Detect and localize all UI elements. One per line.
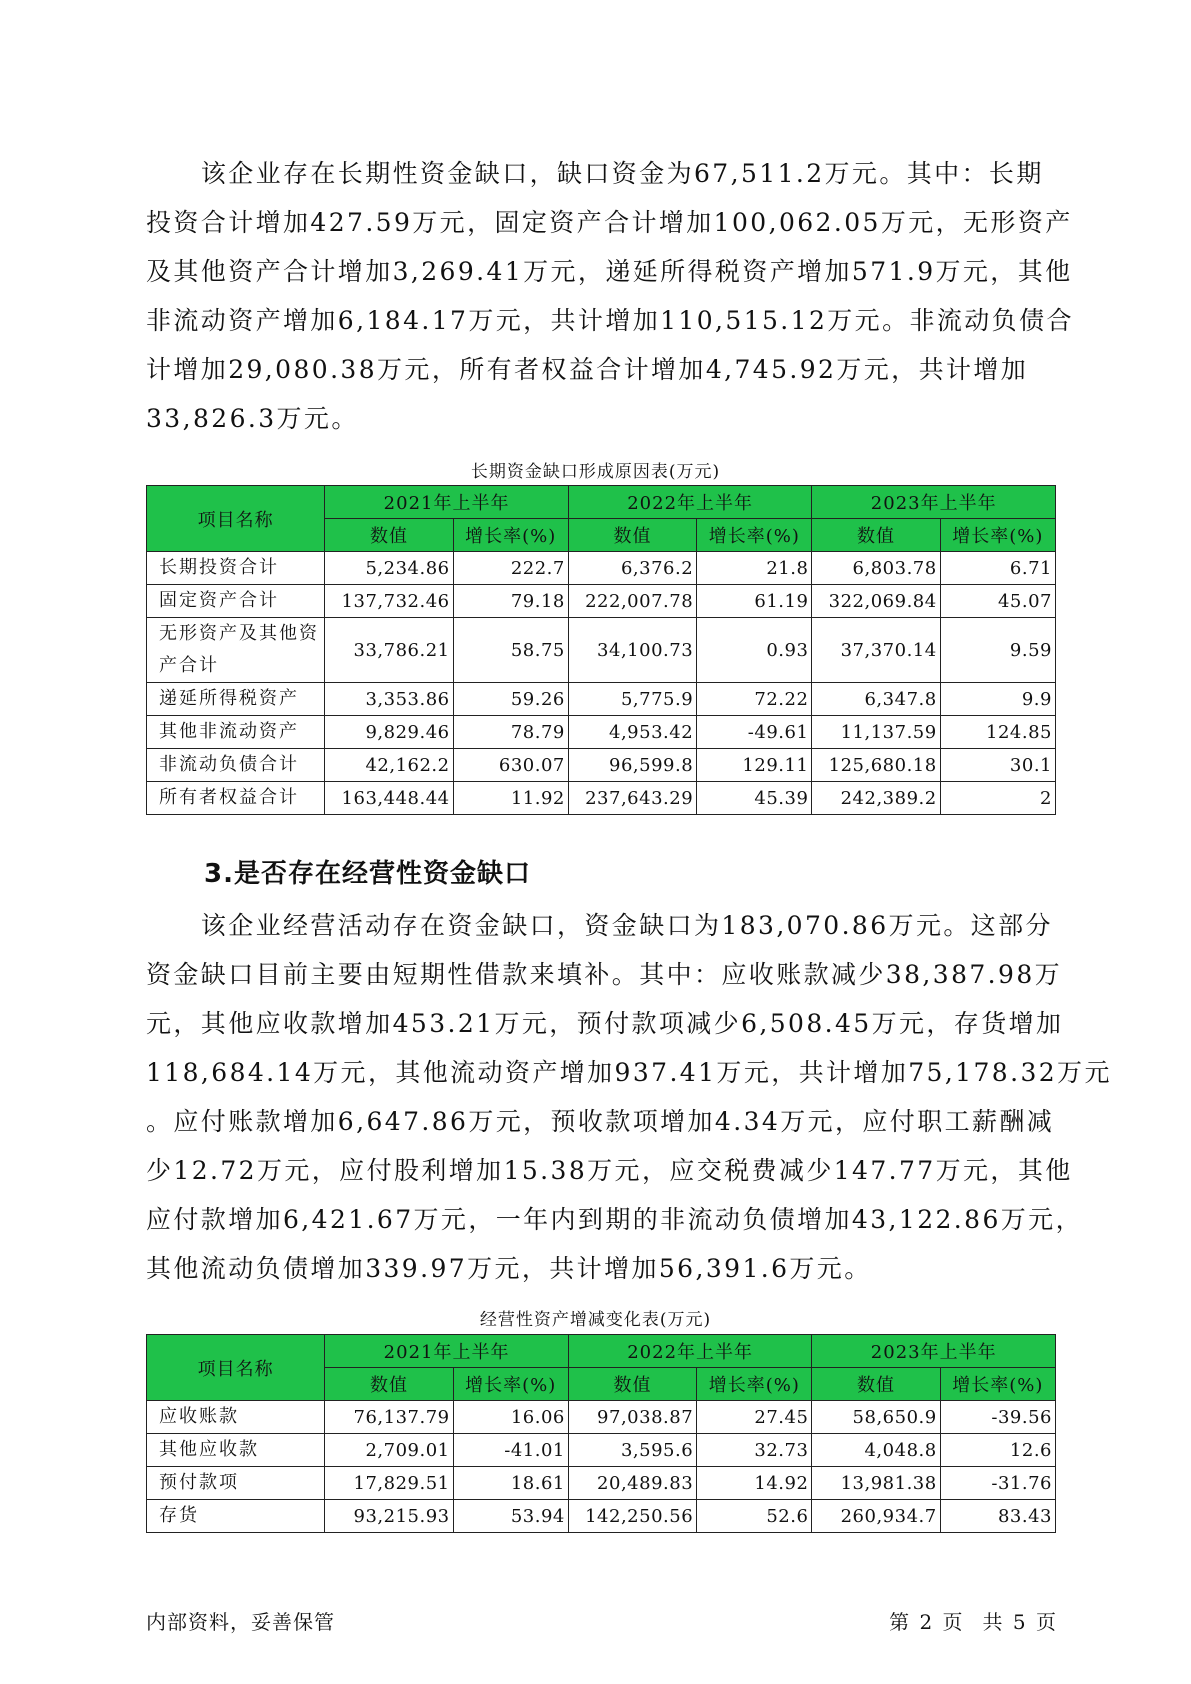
table-row <box>147 618 1056 683</box>
column-header-year: 2021年上半年 <box>325 486 569 519</box>
table-cell: 0.93 <box>697 618 812 683</box>
paragraph-line: 元，其他应收款增加453.21万元，预付款项减少6,508.45万元，存货增加 <box>146 1009 1064 1038</box>
table-cell: -31.76 <box>940 1467 1055 1500</box>
row-label: 应收账款 <box>147 1401 325 1434</box>
table-cell: 78.79 <box>453 716 568 749</box>
row-label: 预付款项 <box>147 1467 325 1500</box>
table-cell: 242,389.2 <box>812 782 940 815</box>
paragraph-line: 应付款增加6,421.67万元，一年内到期的非流动负债增加43,122.86万元， <box>146 1205 1083 1234</box>
operating-assets-table <box>146 1334 1056 1533</box>
table-cell: 6,347.8 <box>812 683 940 716</box>
table-cell: 33,786.21 <box>325 618 453 683</box>
table-cell: 9.59 <box>940 618 1055 683</box>
footer-page-number: 第 2 页 共 5 页 <box>889 1610 1056 1634</box>
paragraph-line: 非流动资产增加6,184.17万元，共计增加110,515.12万元。非流动负债合 <box>146 306 1074 335</box>
row-label: 递延所得税资产 <box>147 683 325 716</box>
table-cell: 9.9 <box>940 683 1055 716</box>
table-cell: 52.6 <box>697 1500 812 1533</box>
column-header-growth: 增长率(%) <box>940 1368 1055 1401</box>
table-cell: 32.73 <box>697 1434 812 1467</box>
column-header-year: 2022年上半年 <box>568 486 812 519</box>
row-label-line: 产合计 <box>159 655 219 676</box>
table-cell: 12.6 <box>940 1434 1055 1467</box>
table-cell: 83.43 <box>940 1500 1055 1533</box>
table-cell: 59.26 <box>453 683 568 716</box>
table-cell: 45.07 <box>940 585 1055 618</box>
row-label: 长期投资合计 <box>147 552 325 585</box>
table-cell: 72.22 <box>697 683 812 716</box>
row-label: 其他非流动资产 <box>147 716 325 749</box>
table-row <box>147 1500 1056 1533</box>
table-cell: 2 <box>940 782 1055 815</box>
table-cell: 260,934.7 <box>812 1500 940 1533</box>
table-row <box>147 749 1056 782</box>
table-cell: 34,100.73 <box>568 618 696 683</box>
long-term-gap-table <box>146 485 1056 815</box>
paragraph-line: 该企业存在长期性资金缺口，缺口资金为67,511.2万元。其中：长期 <box>146 159 1044 188</box>
row-label <box>147 618 325 683</box>
table-cell: 93,215.93 <box>325 1500 453 1533</box>
row-label: 其他应收款 <box>147 1434 325 1467</box>
table-cell: 3,353.86 <box>325 683 453 716</box>
table-row <box>147 1401 1056 1434</box>
column-header-growth: 增长率(%) <box>697 1368 812 1401</box>
table-cell: 4,048.8 <box>812 1434 940 1467</box>
column-header-value: 数值 <box>568 519 696 552</box>
table-cell: -39.56 <box>940 1401 1055 1434</box>
row-label: 非流动负债合计 <box>147 749 325 782</box>
table-cell: 9,829.46 <box>325 716 453 749</box>
table-cell: 142,250.56 <box>568 1500 696 1533</box>
table-cell: 125,680.18 <box>812 749 940 782</box>
row-label: 固定资产合计 <box>147 585 325 618</box>
table-cell: 58.75 <box>453 618 568 683</box>
table-row <box>147 683 1056 716</box>
table-cell: 129.11 <box>697 749 812 782</box>
paragraph-operating-gap <box>146 901 1112 1293</box>
table-cell: 27.45 <box>697 1401 812 1434</box>
row-label: 所有者权益合计 <box>147 782 325 815</box>
table-cell: 137,732.46 <box>325 585 453 618</box>
paragraph-long-term-gap <box>146 149 1074 443</box>
table-cell: 237,643.29 <box>568 782 696 815</box>
column-header-item-name: 项目名称 <box>147 486 325 552</box>
table-cell: 14.92 <box>697 1467 812 1500</box>
row-label: 存货 <box>147 1500 325 1533</box>
table-cell: 13,981.38 <box>812 1467 940 1500</box>
column-header-value: 数值 <box>325 519 453 552</box>
column-header-value: 数值 <box>325 1368 453 1401</box>
paragraph-line: 及其他资产合计增加3,269.41万元，递延所得税资产增加571.9万元，其他 <box>146 257 1073 286</box>
table-cell: -41.01 <box>453 1434 568 1467</box>
table-cell: 21.8 <box>697 552 812 585</box>
paragraph-line: 。应付账款增加6,647.86万元，预收款项增加4.34万元，应付职工薪酬减 <box>146 1107 1055 1136</box>
paragraph-line: 33,826.3万元。 <box>146 404 359 433</box>
table-cell: 630.07 <box>453 749 568 782</box>
column-header-year: 2023年上半年 <box>812 486 1056 519</box>
paragraph-line: 118,684.14万元，其他流动资产增加937.41万元，共计增加75,178.32万元 <box>146 1058 1112 1087</box>
column-header-year: 2021年上半年 <box>325 1335 569 1368</box>
paragraph-line: 计增加29,080.38万元，所有者权益合计增加4,745.92万元，共计增加 <box>146 355 1029 384</box>
section-heading: 3.是否存在经营性资金缺口 <box>204 859 531 889</box>
table-cell: 79.18 <box>453 585 568 618</box>
table-cell: 97,038.87 <box>568 1401 696 1434</box>
column-header-growth: 增长率(%) <box>453 1368 568 1401</box>
table-cell: 18.61 <box>453 1467 568 1500</box>
table-cell: 96,599.8 <box>568 749 696 782</box>
table-cell: 20,489.83 <box>568 1467 696 1500</box>
table-cell: 222.7 <box>453 552 568 585</box>
table-cell: 4,953.42 <box>568 716 696 749</box>
column-header-year: 2023年上半年 <box>812 1335 1056 1368</box>
column-header-value: 数值 <box>812 519 940 552</box>
table-cell: 322,069.84 <box>812 585 940 618</box>
footer-confidential-note: 内部资料，妥善保管 <box>146 1610 335 1634</box>
table-cell: 2,709.01 <box>325 1434 453 1467</box>
table-cell: 5,775.9 <box>568 683 696 716</box>
column-header-value: 数值 <box>568 1368 696 1401</box>
table-cell: 5,234.86 <box>325 552 453 585</box>
table-cell: 124.85 <box>940 716 1055 749</box>
table-cell: 163,448.44 <box>325 782 453 815</box>
table-cell: 42,162.2 <box>325 749 453 782</box>
table-cell: 58,650.9 <box>812 1401 940 1434</box>
table-row <box>147 716 1056 749</box>
table-row <box>147 1467 1056 1500</box>
table-cell: 11,137.59 <box>812 716 940 749</box>
table-row <box>147 1434 1056 1467</box>
column-header-growth: 增长率(%) <box>453 519 568 552</box>
table-cell: 16.06 <box>453 1401 568 1434</box>
column-header-growth: 增长率(%) <box>940 519 1055 552</box>
table-cell: 6,803.78 <box>812 552 940 585</box>
paragraph-line: 投资合计增加427.59万元，固定资产合计增加100,062.05万元，无形资产 <box>146 208 1073 237</box>
paragraph-line: 该企业经营活动存在资金缺口，资金缺口为183,070.86万元。这部分 <box>146 911 1053 940</box>
table-row <box>147 585 1056 618</box>
table-cell: 76,137.79 <box>325 1401 453 1434</box>
table-cell: 6.71 <box>940 552 1055 585</box>
table-cell: 3,595.6 <box>568 1434 696 1467</box>
table-cell: 6,376.2 <box>568 552 696 585</box>
table-cell: 30.1 <box>940 749 1055 782</box>
table-row <box>147 552 1056 585</box>
paragraph-line: 其他流动负债增加339.97万元，共计增加56,391.6万元。 <box>146 1254 872 1283</box>
table-caption-operating: 经营性资产增减变化表(万元) <box>479 1310 712 1330</box>
table-row <box>147 782 1056 815</box>
table-cell: 17,829.51 <box>325 1467 453 1500</box>
row-label-line: 无形资产及其他资 <box>159 623 319 644</box>
table-cell: 37,370.14 <box>812 618 940 683</box>
paragraph-line: 少12.72万元，应付股利增加15.38万元，应交税费减少147.77万元，其他 <box>146 1156 1073 1185</box>
table-cell: 53.94 <box>453 1500 568 1533</box>
column-header-value: 数值 <box>812 1368 940 1401</box>
table-cell: -49.61 <box>697 716 812 749</box>
column-header-year: 2022年上半年 <box>568 1335 812 1368</box>
paragraph-line: 资金缺口目前主要由短期性借款来填补。其中：应收账款减少38,387.98万 <box>146 960 1063 989</box>
column-header-growth: 增长率(%) <box>697 519 812 552</box>
table-cell: 45.39 <box>697 782 812 815</box>
table-cell: 61.19 <box>697 585 812 618</box>
column-header-item-name: 项目名称 <box>147 1335 325 1401</box>
table-cell: 222,007.78 <box>568 585 696 618</box>
table-caption-long-term: 长期资金缺口形成原因表(万元) <box>470 462 721 482</box>
table-cell: 11.92 <box>453 782 568 815</box>
